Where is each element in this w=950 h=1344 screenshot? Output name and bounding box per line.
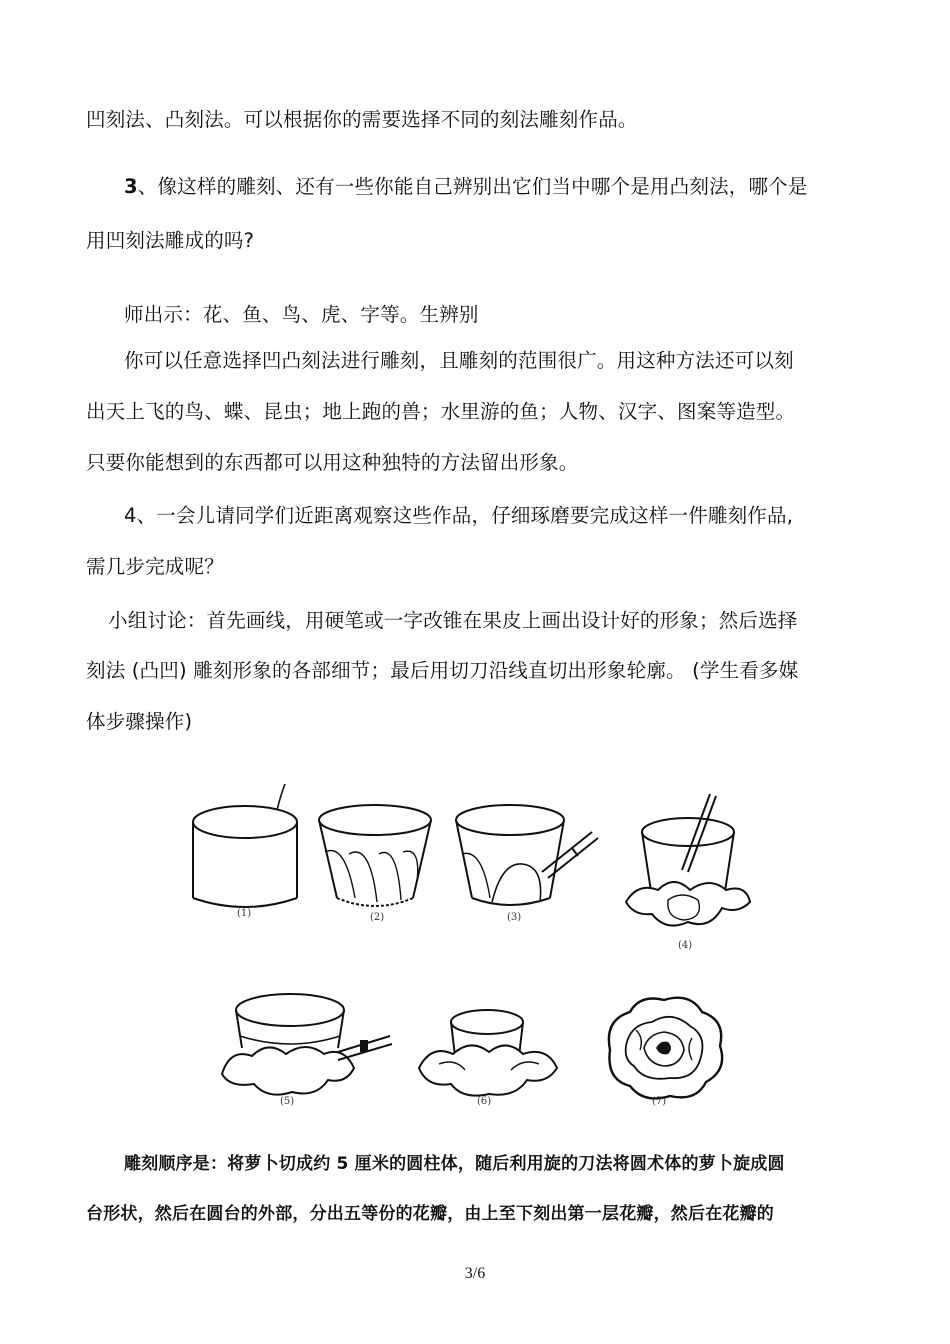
step-caption: (1): [237, 908, 252, 919]
item-number: 3: [124, 175, 138, 198]
step-2-cone-drawing: [315, 802, 440, 922]
text-line: 出天上飞的鸟、蝶、昆虫；地上跑的兽；水里游的鱼；人物、汉字、图案等造型。: [86, 400, 796, 423]
step-6-layers-drawing: [415, 1000, 565, 1120]
step-caption: (5): [280, 1096, 295, 1107]
step-3-cutting-drawing: [452, 802, 602, 922]
step-caption: (3): [507, 912, 522, 923]
text-line: 小组讨论：首先画线，用硬笔或一字改锥在果皮上画出设计好的形象；然后选择: [108, 609, 798, 632]
carving-steps-figure: [180, 780, 770, 1130]
step-caption: (2): [370, 912, 385, 923]
text-line: 需几步完成呢？: [86, 555, 224, 578]
step-5-second-layer-drawing: [220, 988, 400, 1118]
page-number: 3/6: [464, 1265, 486, 1282]
text-line: 师出示：花、鱼、鸟、虎、字等。生辨别: [124, 303, 479, 326]
text-line: 刻法 (凸凹) 雕刻形象的各部细节；最后用切刀沿线直切出形象轮廓。 (学生看多媒: [86, 659, 799, 682]
text-line: 凹刻法、凸刻法。可以根据你的需要选择不同的刻法雕刻作品。: [86, 108, 638, 131]
step-caption: (7): [652, 1096, 667, 1107]
text-line: 只要你能想到的东西都可以用这种独特的方法留出形象。: [86, 451, 579, 474]
text-line: [124, 172, 808, 202]
text-line: 体步骤操作): [86, 710, 193, 733]
step-caption: (4): [678, 940, 693, 951]
text-line: 台形状，然后在圆台的外部，分出五等份的花瓣，由上至下刻出第一层花瓣，然后在花瓣的: [86, 1204, 774, 1224]
text-line: 4、一会儿请同学们近距离观察这些作品，仔细琢磨要完成这样一件雕刻作品,: [124, 504, 794, 527]
text-line: 用凹刻法雕成的吗?: [86, 229, 255, 252]
text-line: 雕刻顺序是：将萝卜切成约 5 厘米的圆柱体，随后利用旋的刀法将圆术体的萝卜旋成圆: [124, 1154, 785, 1174]
step-1-cylinder-drawing: [185, 780, 310, 920]
text-span: 、像这样的雕刻、还有一些你能自己辨别出它们当中哪个是用凸刻法，哪个是: [137, 175, 808, 198]
step-4-petals-drawing: [618, 790, 758, 960]
text-line: 你可以任意选择凹凸刻法进行雕刻，且雕刻的范围很广。用这种方法还可以刻: [124, 349, 794, 372]
step-7-finished-flower-drawing: [600, 990, 730, 1110]
step-caption: (6): [477, 1096, 492, 1107]
